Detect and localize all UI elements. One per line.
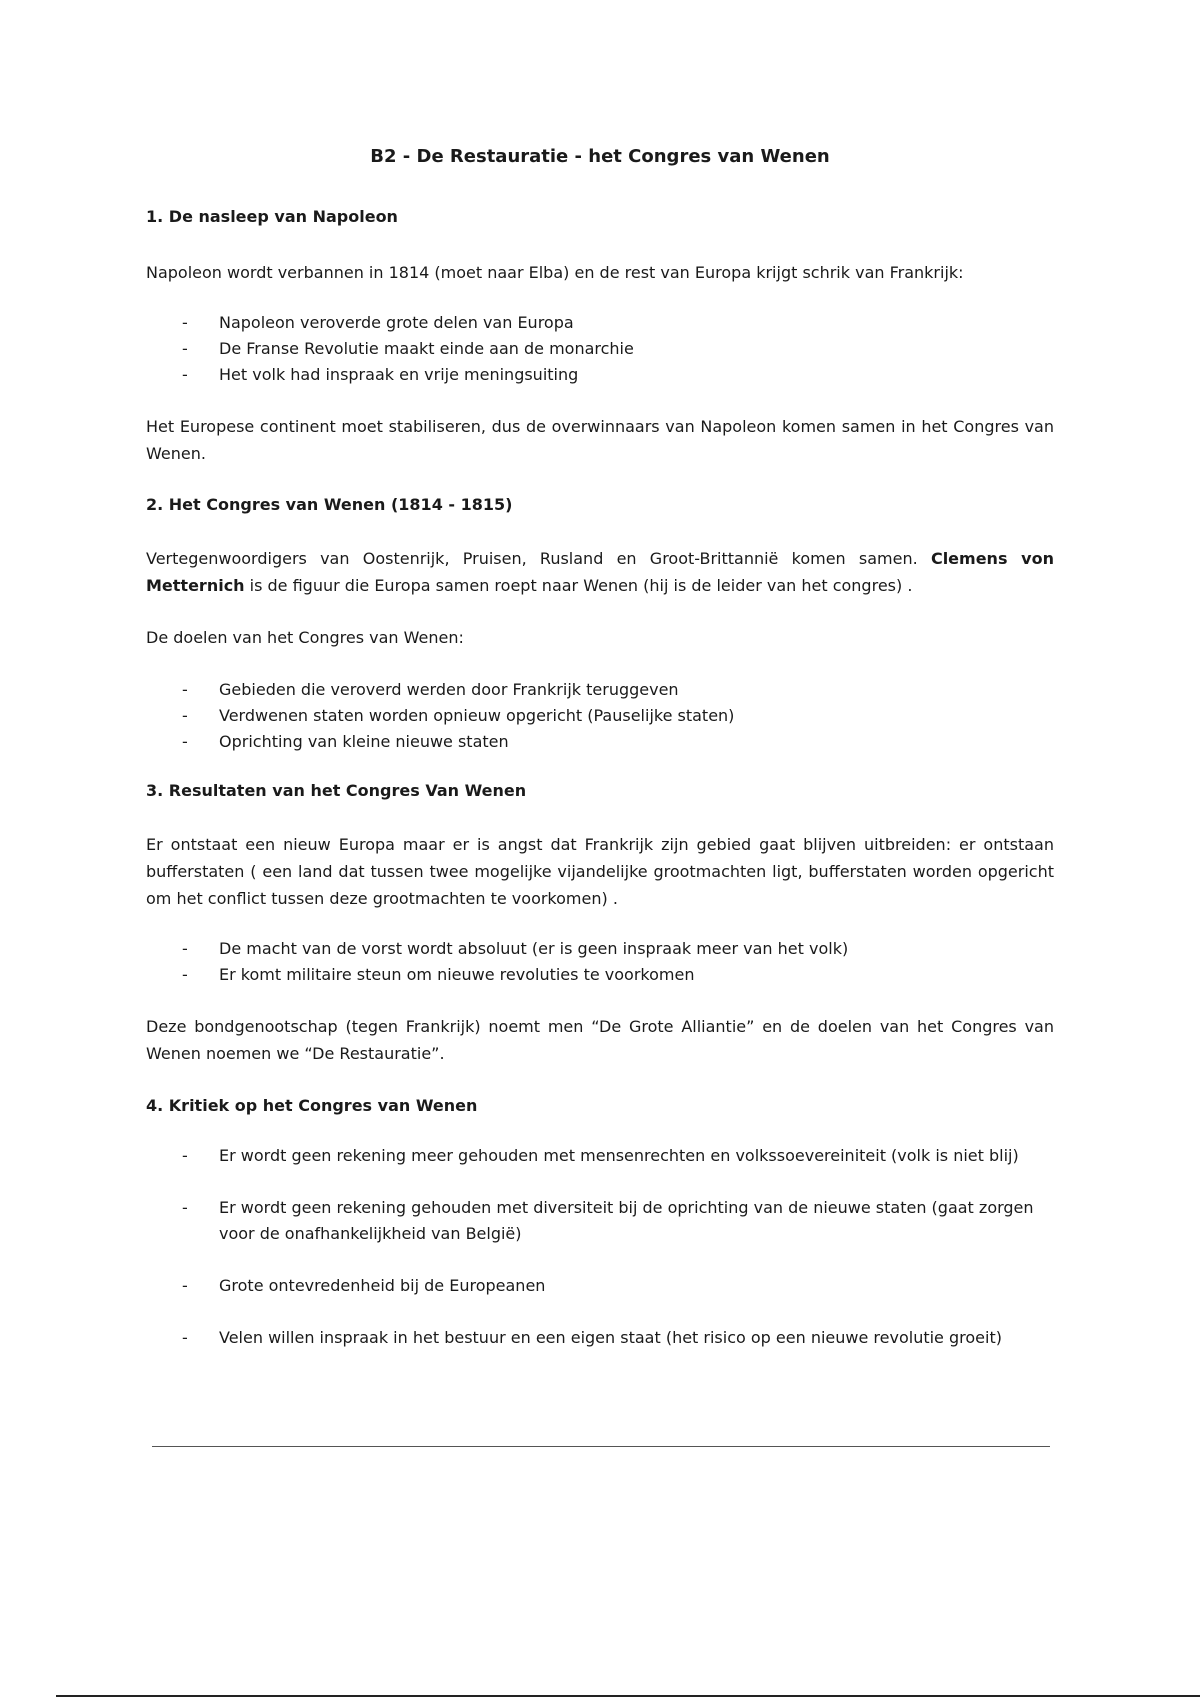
list-item-text: Gebieden die veroverd werden door Frankrijk teruggeven bbox=[219, 680, 679, 699]
list-item bbox=[146, 310, 1054, 336]
section-3-outro: Deze bondgenootschap (tegen Frankrijk) noemt men “De Grote Alliantie” en de doelen van het Congres van Wenen noemen we “De Restauratie”. bbox=[146, 1017, 1054, 1063]
list-item bbox=[146, 336, 1054, 362]
list-item-text: De Franse Revolutie maakt einde aan de monarchie bbox=[219, 339, 634, 358]
section-1-heading: 1. De nasleep van Napoleon bbox=[146, 207, 398, 226]
bullet-marker: - bbox=[182, 1146, 188, 1165]
page-title: B2 - De Restauratie - het Congres van Wenen bbox=[370, 146, 830, 167]
list-item bbox=[146, 1325, 1054, 1351]
section-4-heading: 4. Kritiek op het Congres van Wenen bbox=[146, 1096, 478, 1115]
list-item bbox=[146, 936, 1054, 962]
section-1-list bbox=[146, 310, 1054, 388]
list-item-text: Er komt militaire steun om nieuwe revoluties te voorkomen bbox=[219, 965, 695, 984]
list-item bbox=[146, 962, 1054, 988]
list-item-text: Er wordt geen rekening gehouden met diversiteit bij de oprichting van de nieuwe staten (gaat zorgen voor de onafhankelijkheid van België) bbox=[219, 1198, 1034, 1243]
bullet-marker: - bbox=[182, 706, 188, 725]
list-item-text: Oprichting van kleine nieuwe staten bbox=[219, 732, 509, 751]
bullet-marker: - bbox=[182, 965, 188, 984]
list-item bbox=[146, 1195, 1054, 1247]
section-2-intro-end: is de figuur die Europa samen roept naar Wenen (hij is de leider van het congres) . bbox=[244, 576, 913, 595]
bullet-marker: - bbox=[182, 680, 188, 699]
bullet-marker: - bbox=[182, 365, 188, 384]
bullet-marker: - bbox=[182, 1276, 188, 1295]
section-1-intro: Napoleon wordt verbannen in 1814 (moet naar Elba) en de rest van Europa krijgt schrik van Frankrijk: bbox=[146, 263, 964, 282]
section-4-list bbox=[146, 1143, 1054, 1377]
list-item bbox=[146, 729, 1054, 755]
list-item bbox=[146, 703, 1054, 729]
section-2-list bbox=[146, 677, 1054, 755]
list-item-text: Het volk had inspraak en vrije meningsuiting bbox=[219, 365, 579, 384]
horizontal-divider bbox=[152, 1446, 1050, 1447]
section-3-intro: Er ontstaat een nieuw Europa maar er is angst dat Frankrijk zijn gebied gaat blijven uitbreiden: er ontstaan bufferstaten ( een land dat tussen twee mogelijke vijandelijke grootmachten ligt, bufferstaten worden opgericht om het conflict tussen deze grootmachten te voorkomen) . bbox=[146, 835, 1054, 908]
list-item-text: Grote ontevredenheid bij de Europeanen bbox=[219, 1276, 546, 1295]
list-item-text: Velen willen inspraak in het bestuur en een eigen staat (het risico op een nieuwe revolutie groeit) bbox=[219, 1328, 1002, 1347]
section-2-heading: 2. Het Congres van Wenen (1814 - 1815) bbox=[146, 495, 513, 514]
section-2-intro bbox=[146, 545, 1054, 599]
list-item bbox=[146, 1143, 1054, 1169]
page-bottom-border bbox=[56, 1695, 1200, 1697]
bullet-marker: - bbox=[182, 732, 188, 751]
list-item bbox=[146, 1273, 1054, 1299]
section-2-goals-intro: De doelen van het Congres van Wenen: bbox=[146, 628, 464, 647]
bullet-marker: - bbox=[182, 1198, 188, 1217]
list-item-text: De macht van de vorst wordt absoluut (er is geen inspraak meer van het volk) bbox=[219, 939, 849, 958]
section-2-intro-bold: Clemens von Metternich bbox=[146, 549, 1054, 595]
section-3-list bbox=[146, 936, 1054, 988]
section-3-heading: 3. Resultaten van het Congres Van Wenen bbox=[146, 781, 527, 800]
list-item-text: Er wordt geen rekening meer gehouden met mensenrechten en volkssoevereiniteit (volk is niet blij) bbox=[219, 1146, 1019, 1165]
bullet-marker: - bbox=[182, 339, 188, 358]
list-item bbox=[146, 362, 1054, 388]
bullet-marker: - bbox=[182, 1328, 188, 1347]
list-item-text: Napoleon veroverde grote delen van Europa bbox=[219, 313, 574, 332]
section-1-outro: Het Europese continent moet stabiliseren, dus de overwinnaars van Napoleon komen samen in het Congres van Wenen. bbox=[146, 417, 1054, 463]
section-2-intro-start: Vertegenwoordigers van Oostenrijk, Pruisen, Rusland en Groot-Brittannië komen samen. bbox=[146, 549, 931, 568]
bullet-marker: - bbox=[182, 313, 188, 332]
list-item-text: Verdwenen staten worden opnieuw opgericht (Pauselijke staten) bbox=[219, 706, 735, 725]
list-item bbox=[146, 677, 1054, 703]
bullet-marker: - bbox=[182, 939, 188, 958]
